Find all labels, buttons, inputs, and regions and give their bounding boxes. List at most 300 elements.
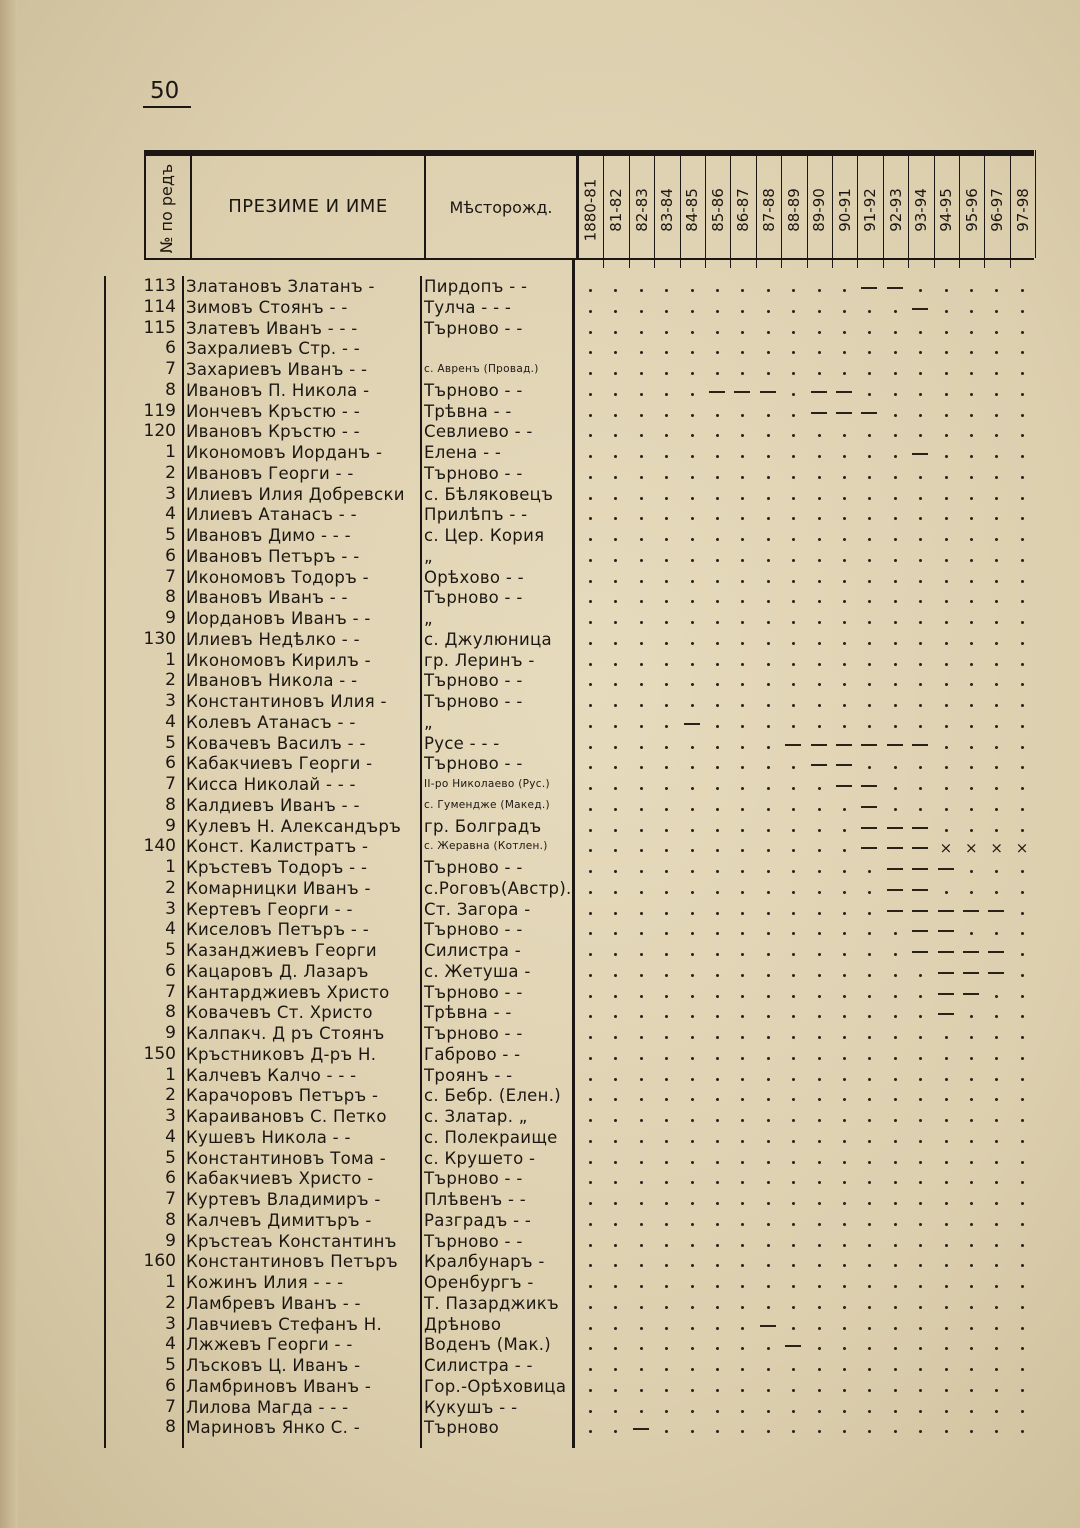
table-row: [104, 1417, 1034, 1438]
attendance-dash: [887, 287, 903, 289]
attendance-dot: [843, 1306, 846, 1309]
table-row: [104, 567, 1034, 588]
attendance-dot: [1021, 517, 1024, 520]
attendance-dash: [912, 868, 928, 870]
attendance-dot: [995, 538, 998, 541]
attendance-dot: [741, 642, 744, 645]
row-name: Илиевъ Атанасъ - -: [186, 505, 357, 525]
attendance-dot: [792, 891, 795, 894]
attendance-dash: [861, 847, 877, 849]
attendance-dot: [589, 932, 592, 935]
attendance-dot: [868, 600, 871, 603]
attendance-dot: [843, 310, 846, 313]
attendance-dot: [1021, 289, 1024, 292]
attendance-dot: [589, 746, 592, 749]
attendance-dot: [589, 953, 592, 956]
attendance-dot: [894, 1098, 897, 1101]
attendance-dot: [691, 1119, 694, 1122]
attendance-dot: [716, 1036, 719, 1039]
attendance-dot: [1021, 808, 1024, 811]
attendance-dot: [792, 642, 795, 645]
attendance-dot: [1021, 746, 1024, 749]
attendance-dot: [843, 621, 846, 624]
attendance-dot: [818, 580, 821, 583]
attendance-dot: [665, 1285, 668, 1288]
attendance-dot: [741, 683, 744, 686]
row-birthplace: Търново - -: [424, 1169, 523, 1189]
row-name: Икономовъ Иорданъ -: [186, 443, 383, 462]
attendance-dot: [614, 434, 617, 437]
row-number: 2: [165, 670, 176, 691]
attendance-dot: [792, 829, 795, 832]
attendance-dot: [640, 1410, 643, 1413]
row-name: Кертевъ Георги - -: [186, 899, 353, 919]
attendance-dot: [919, 725, 922, 728]
attendance-dot: [767, 1057, 770, 1060]
attendance-dot: [818, 995, 821, 998]
attendance-dot: [589, 1140, 592, 1143]
attendance-dot: [589, 434, 592, 437]
attendance-dot: [1021, 1098, 1024, 1101]
attendance-dot: [767, 434, 770, 437]
attendance-dot: [589, 1057, 592, 1060]
attendance-dot: [691, 1036, 694, 1039]
row-name: Кръстниковъ Д-ръ Н.: [186, 1044, 377, 1064]
row-birthplace: с. Крушето -: [424, 1148, 536, 1168]
attendance-dot: [919, 1347, 922, 1350]
table-row: [104, 1085, 1034, 1106]
attendance-dash: [709, 391, 725, 393]
attendance-dot: [614, 1285, 617, 1288]
header-year: [756, 164, 781, 256]
attendance-dot: [792, 1078, 795, 1081]
attendance-dot: [741, 891, 744, 894]
attendance-dot: [691, 517, 694, 520]
attendance-dot: [995, 559, 998, 562]
attendance-dot: [843, 1223, 846, 1226]
row-name: Кантарджиевъ Христо: [186, 982, 390, 1002]
attendance-dot: [894, 434, 897, 437]
attendance-dot: [995, 1057, 998, 1060]
attendance-dash: [760, 1325, 776, 1327]
attendance-dot: [741, 787, 744, 790]
attendance-dot: [792, 1244, 795, 1247]
attendance-dot: [691, 1098, 694, 1101]
attendance-dot: [792, 1161, 795, 1164]
attendance-dot: [640, 1036, 643, 1039]
header-year-label: 86-87: [733, 188, 752, 232]
attendance-dot: [919, 704, 922, 707]
attendance-dot: [741, 517, 744, 520]
row-number: 8: [165, 1209, 176, 1230]
attendance-dot: [792, 559, 795, 562]
attendance-dot: [716, 497, 719, 500]
attendance-dot: [1021, 372, 1024, 375]
table-row: [104, 1044, 1034, 1065]
attendance-dash: [938, 910, 954, 912]
attendance-dot: [691, 1368, 694, 1371]
attendance-dot: [945, 787, 948, 790]
attendance-dot: [614, 1223, 617, 1226]
attendance-dot: [945, 1223, 948, 1226]
attendance-dot: [1021, 1389, 1024, 1392]
attendance-dot: [995, 1202, 998, 1205]
attendance-dot: [589, 455, 592, 458]
attendance-dot: [995, 1161, 998, 1164]
attendance-dot: [970, 372, 973, 375]
attendance-dot: [614, 476, 617, 479]
header-year-label: 96-97: [987, 188, 1006, 232]
attendance-dash: [988, 972, 1004, 974]
attendance-dash: [887, 847, 903, 849]
attendance-dot: [716, 1327, 719, 1330]
book-spine-shadow: [0, 0, 18, 1528]
attendance-dot: [818, 476, 821, 479]
attendance-dot: [614, 974, 617, 977]
attendance-dot: [1021, 1410, 1024, 1413]
register-table: [104, 150, 1034, 1450]
attendance-dot: [894, 974, 897, 977]
row-number: 3: [165, 483, 176, 504]
attendance-dash: [633, 1428, 649, 1430]
row-birthplace: с. Полекраище: [424, 1127, 558, 1147]
row-name: Калдиевъ Иванъ - -: [186, 795, 360, 815]
table-row: [104, 1023, 1034, 1044]
attendance-dot: [640, 455, 643, 458]
attendance-dot: [894, 1140, 897, 1143]
row-number: 130: [143, 628, 176, 649]
attendance-dot: [818, 331, 821, 334]
row-birthplace: с. Гумендже (Макед.): [424, 798, 550, 811]
header-year: [1010, 164, 1035, 256]
attendance-dot: [665, 974, 668, 977]
row-birthplace: Воденъ (Мак.): [424, 1335, 551, 1355]
attendance-dash: [811, 744, 827, 746]
attendance-dot: [894, 642, 897, 645]
attendance-dot: [589, 1181, 592, 1184]
attendance-dot: [665, 497, 668, 500]
attendance-dot: [741, 1015, 744, 1018]
attendance-dot: [716, 1410, 719, 1413]
header-year-label: 88-89: [784, 188, 803, 232]
attendance-dot: [792, 1119, 795, 1122]
row-birthplace: Търново - -: [424, 318, 523, 338]
attendance-dot: [640, 808, 643, 811]
attendance-dot: [665, 849, 668, 852]
row-name: Ковачевъ Ст. Христо: [186, 1003, 373, 1023]
attendance-dot: [970, 497, 973, 500]
attendance-dot: [767, 310, 770, 313]
attendance-dot: [614, 351, 617, 354]
attendance-dot: [843, 1161, 846, 1164]
attendance-dot: [818, 289, 821, 292]
attendance-dot: [818, 1223, 821, 1226]
attendance-dot: [995, 351, 998, 354]
attendance-dot: [741, 1057, 744, 1060]
row-birthplace: II-ро Николаево (Рус.): [424, 778, 550, 790]
attendance-dot: [665, 1181, 668, 1184]
attendance-dot: [995, 1098, 998, 1101]
attendance-dot: [640, 331, 643, 334]
attendance-dot: [970, 704, 973, 707]
attendance-dash: [887, 889, 903, 891]
attendance-dot: [741, 372, 744, 375]
attendance-dot: [970, 1347, 973, 1350]
row-number: 113: [143, 276, 176, 296]
column-rule: [705, 150, 706, 258]
attendance-dot: [818, 1264, 821, 1267]
attendance-dot: [868, 393, 871, 396]
attendance-dot: [792, 1015, 795, 1018]
attendance-dot: [691, 1161, 694, 1164]
attendance-dot: [691, 766, 694, 769]
attendance-dot: [741, 932, 744, 935]
attendance-dot: [995, 434, 998, 437]
row-number: 160: [143, 1251, 176, 1272]
attendance-dot: [868, 559, 871, 562]
attendance-dot: [640, 1078, 643, 1081]
row-name: Кожинъ Илия - - -: [186, 1273, 344, 1292]
attendance-dot: [970, 932, 973, 935]
attendance-dot: [894, 1327, 897, 1330]
row-name: Ламбревъ Иванъ - -: [186, 1293, 361, 1313]
attendance-dot: [843, 1368, 846, 1371]
attendance-dot: [589, 683, 592, 686]
attendance-dot: [1021, 1202, 1024, 1205]
attendance-dot: [843, 1389, 846, 1392]
row-birthplace: с. Джулюница: [424, 629, 552, 649]
attendance-dot: [589, 1285, 592, 1288]
attendance-dot: [665, 372, 668, 375]
attendance-dot: [792, 1430, 795, 1433]
attendance-dot: [691, 1389, 694, 1392]
attendance-dot: [640, 746, 643, 749]
attendance-dash: [938, 951, 954, 953]
attendance-dot: [716, 870, 719, 873]
attendance-dot: [970, 1368, 973, 1371]
attendance-dot: [741, 1181, 744, 1184]
attendance-dot: [970, 580, 973, 583]
header-year-label: 84-85: [683, 188, 702, 232]
attendance-dot: [741, 434, 744, 437]
row-number: 5: [165, 1355, 176, 1375]
row-number: 3: [165, 1313, 176, 1334]
attendance-dot: [945, 621, 948, 624]
attendance-dot: [640, 1244, 643, 1247]
attendance-dot: [665, 1327, 668, 1330]
row-number: 8: [165, 1417, 176, 1438]
table-top-rule: [144, 150, 1034, 156]
attendance-dot: [767, 1181, 770, 1184]
row-birthplace: с. Златар. „: [424, 1107, 528, 1126]
attendance-dot: [716, 1347, 719, 1350]
attendance-dot: [945, 580, 948, 583]
attendance-dot: [868, 1098, 871, 1101]
attendance-dash: [861, 806, 877, 808]
attendance-dot: [716, 849, 719, 852]
attendance-dot: [970, 1327, 973, 1330]
attendance-dot: [716, 932, 719, 935]
header-year: [781, 164, 806, 256]
attendance-dot: [767, 1015, 770, 1018]
attendance-dot: [640, 538, 643, 541]
attendance-dot: [767, 1430, 770, 1433]
attendance-dot: [716, 1244, 719, 1247]
attendance-dot: [995, 891, 998, 894]
attendance-dot: [589, 1119, 592, 1122]
attendance-dot: [843, 538, 846, 541]
attendance-dot: [716, 663, 719, 666]
column-rule: [603, 260, 604, 268]
row-birthplace: с. Жеравна (Котлен.): [424, 840, 548, 853]
attendance-dot: [691, 1306, 694, 1309]
row-name: Ивановъ Иванъ - -: [186, 588, 348, 608]
attendance-dot: [691, 663, 694, 666]
table-row: [104, 359, 1034, 380]
attendance-dot: [919, 580, 922, 583]
attendance-dot: [945, 1161, 948, 1164]
attendance-dot: [640, 1098, 643, 1101]
row-name: Кабакчиевъ Георги -: [186, 754, 373, 774]
header-year-label: 92-93: [886, 188, 905, 232]
attendance-dot: [640, 974, 643, 977]
attendance-dot: [691, 414, 694, 417]
attendance-dot: [640, 995, 643, 998]
attendance-dot: [868, 434, 871, 437]
attendance-dash: [811, 764, 827, 766]
attendance-dot: [716, 351, 719, 354]
attendance-dot: [614, 1430, 617, 1433]
row-name: Калчевъ Димитъръ -: [186, 1210, 372, 1230]
attendance-dot: [945, 704, 948, 707]
attendance-dot: [691, 642, 694, 645]
attendance-dot: [868, 704, 871, 707]
attendance-dot: [691, 455, 694, 458]
attendance-dot: [792, 1327, 795, 1330]
attendance-dot: [818, 1057, 821, 1060]
attendance-dot: [665, 455, 668, 458]
attendance-dot: [818, 351, 821, 354]
row-name: Ивановъ Георги - -: [186, 463, 354, 483]
attendance-dash: [912, 930, 928, 932]
attendance-dot: [945, 331, 948, 334]
attendance-dot: [716, 995, 719, 998]
attendance-dot: [868, 1181, 871, 1184]
row-number: 2: [165, 1292, 176, 1313]
row-birthplace: Трѣвна - -: [424, 401, 512, 421]
attendance-dot: [767, 1036, 770, 1039]
row-number: 7: [165, 1396, 176, 1417]
attendance-dot: [589, 829, 592, 832]
attendance-dot: [894, 393, 897, 396]
attendance-dot: [691, 953, 694, 956]
row-birthplace: Търново - -: [424, 671, 523, 691]
attendance-dot: [665, 1347, 668, 1350]
attendance-dot: [868, 953, 871, 956]
row-name: Кацаровъ Д. Лазаръ: [186, 961, 369, 981]
attendance-dot: [818, 497, 821, 500]
attendance-dot: [716, 912, 719, 915]
attendance-dot: [640, 891, 643, 894]
header-year: [984, 164, 1009, 256]
attendance-dot: [589, 351, 592, 354]
attendance-dot: [767, 704, 770, 707]
table-row: [104, 961, 1034, 982]
attendance-dot: [640, 434, 643, 437]
attendance-dot: [843, 1015, 846, 1018]
row-name: Кушевъ Никола - -: [186, 1127, 351, 1147]
attendance-dash: [887, 868, 903, 870]
attendance-dot: [589, 870, 592, 873]
attendance-dot: [589, 414, 592, 417]
attendance-dot: [767, 766, 770, 769]
attendance-dot: [792, 953, 795, 956]
attendance-dot: [614, 704, 617, 707]
attendance-dot: [665, 310, 668, 313]
row-name: Константиновъ Петъръ: [186, 1252, 398, 1272]
attendance-dot: [767, 808, 770, 811]
attendance-dot: [614, 683, 617, 686]
attendance-dash: [912, 847, 928, 849]
table-row: [104, 1168, 1034, 1189]
attendance-dash: [912, 951, 928, 953]
attendance-dot: [716, 1098, 719, 1101]
attendance-dot: [868, 1285, 871, 1288]
attendance-dash: [938, 868, 954, 870]
table-row: [104, 1272, 1034, 1293]
attendance-dot: [1021, 1057, 1024, 1060]
row-name: Захариевъ Иванъ - -: [186, 360, 368, 379]
row-birthplace: Търново - -: [424, 692, 523, 711]
attendance-dot: [919, 476, 922, 479]
attendance-dot: [818, 829, 821, 832]
row-number: 6: [165, 960, 176, 981]
row-name: Мариновъ Янко С. -: [186, 1418, 360, 1438]
attendance-dot: [843, 1430, 846, 1433]
attendance-dot: [919, 289, 922, 292]
attendance-dot: [818, 704, 821, 707]
attendance-dot: [995, 1264, 998, 1267]
attendance-dot: [995, 1078, 998, 1081]
row-birthplace: Търново - -: [424, 858, 523, 877]
row-birthplace: с. Жетуша -: [424, 961, 531, 981]
attendance-dot: [945, 559, 948, 562]
row-name: Калпакч. Д ръ Стоянъ: [186, 1024, 385, 1043]
attendance-dot: [640, 372, 643, 375]
attendance-dot: [716, 1223, 719, 1226]
attendance-dot: [945, 663, 948, 666]
attendance-dot: [970, 1389, 973, 1392]
attendance-dot: [741, 1430, 744, 1433]
attendance-dot: [665, 289, 668, 292]
column-rule: [1010, 150, 1011, 258]
attendance-dot: [1021, 393, 1024, 396]
attendance-dot: [818, 642, 821, 645]
attendance-dot: [894, 414, 897, 417]
attendance-dot: [919, 1306, 922, 1309]
row-name: Икономовъ Кирилъ -: [186, 650, 371, 670]
attendance-dot: [614, 746, 617, 749]
attendance-dot: [1021, 1140, 1024, 1143]
attendance-dot: [741, 600, 744, 603]
attendance-dot: [589, 372, 592, 375]
attendance-dot: [919, 808, 922, 811]
attendance-dot: [868, 538, 871, 541]
row-number: 5: [165, 1147, 176, 1168]
attendance-dot: [614, 953, 617, 956]
attendance-dot: [919, 1119, 922, 1122]
attendance-dot: [995, 331, 998, 334]
